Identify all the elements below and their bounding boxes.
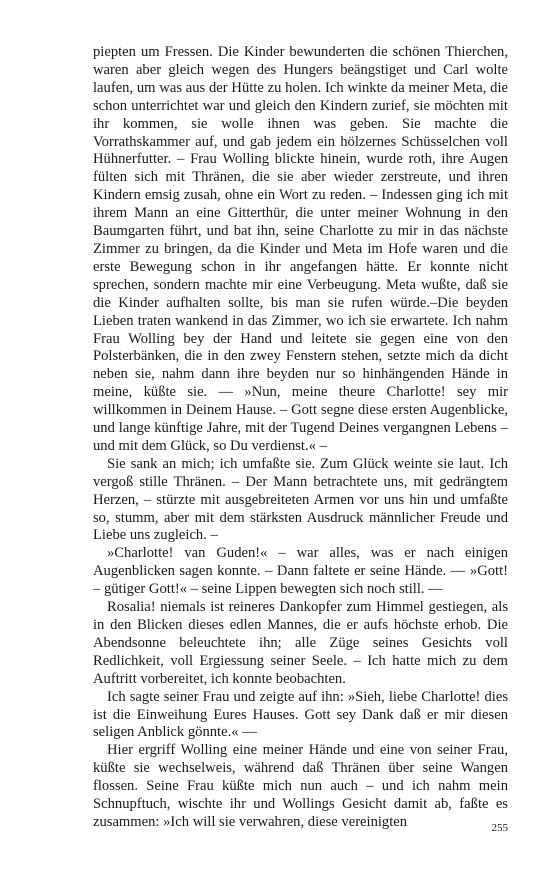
paragraph: Ich sagte seiner Frau und zeigte auf ihn: »Sieh, liebe Charlotte! dies ist die Einweihung Eures Hauses. Gott sey Dank daß er mir diesen seligen Anblick gönnte.« –– — [93, 688, 508, 741]
page-text — [93, 44, 508, 832]
paragraph: piepten um Fressen. Die Kinder bewunderten die schönen Thierchen, waren aber gleich wegen des Hungers beängstiget und Carl wolte laufen, um was aus der Hütte zu holen. Ich winkte da meiner Meta, die schon unterrichtet war und gleich den Kindern zurief, sie möchten mit ihr kommen, sie wolle ihnen was geben. Sie machte die Vorrathskammer auf, und gab jedem ein hölzernes Schüsselchen voll Hühnerfutter. – Frau Wolling blickte hinein, wurde roth, ihre Augen fülten sich mit Thränen, die sie aber wieder zerstreute, und ihren Kindern emsig zusah, ohne ein Wort zu reden. – Indessen ging ich mit ihrem Mann an eine Gitterthür, die unter meiner Wohnung in den Baumgarten führt, und bat ihn, seine Charlotte zu mir in das nächste Zimmer zu bringen, da die Kinder und Meta im Hofe waren und die erste Bewegung schon in ihr angefangen hätte. Er konnte nicht sprechen, sondern machte mir eine Verbeugung. Meta wußte, daß sie die Kinder aufhalten sollte, bis man sie rufen würde.–Die beyden Lieben traten wankend in das Zimmer, wo ich sie erwartete. Ich nahm Frau Wolling bey der Hand und leitete sie gegen eine von den Polsterbänken, die in den zwey Fenstern stehen, setzte mich da dicht neben sie, nahm dann ihre beyden nur so hinhängenden Hände in meine, küßte sie. –– »Nun, meine theure Charlotte! sey mir willkommen in Deinem Hause. – Gott segne diese ersten Augenblicke, und lange künftige Jahre, mit der Tugend Deines vergangnen Lebens – und mit dem Glück, so Du verdienst.« – — [93, 44, 508, 454]
page-number: 255 — [491, 822, 508, 834]
paragraph: »Charlotte! van Guden!« – war alles, was er nach einigen Augenblicken sagen konnte. – Dann faltete er seine Hände. –– »Gott! – gütiger Gott!« – seine Lippen bewegten sich noch still. –– — [93, 545, 508, 598]
paragraph: Sie sank an mich; ich umfaßte sie. Zum Glück weinte sie laut. Ich vergoß stille Thränen. – Der Mann betrachtete uns, mit gedrängtem Herzen, – stürzte mit ausgebreiteten Armen vor uns hin und umfaßte so, stumm, aber mit dem stärksten Ausdruck männlicher Freude und Liebe uns zugleich. – — [93, 455, 508, 544]
paragraph: Rosalia! niemals ist reineres Dankopfer zum Himmel gestiegen, als in den Blicken dieses edlen Mannes, die er aufs höchste erhob. Die Abendsonne beleuchtete ihn; alle Züge seines Gesichts voll Redlichkeit, voll Ergiessung seiner Seele. – Ich hatte mich zu dem Auftritt vorbereitet, ich konnte beobachten. — [93, 599, 508, 687]
paragraph: Hier ergriff Wolling eine meiner Hände und eine von seiner Frau, küßte sie wechselweis, während daß Thränen über seine Wangen flossen. Seine Frau küßte mich nun auch – und ich nahm mein Schnupftuch, wischte ihr und Wollings Gesicht damit ab, faßte es zusammen: »Ich will sie verwahren, diese vereinigten — [93, 742, 508, 830]
